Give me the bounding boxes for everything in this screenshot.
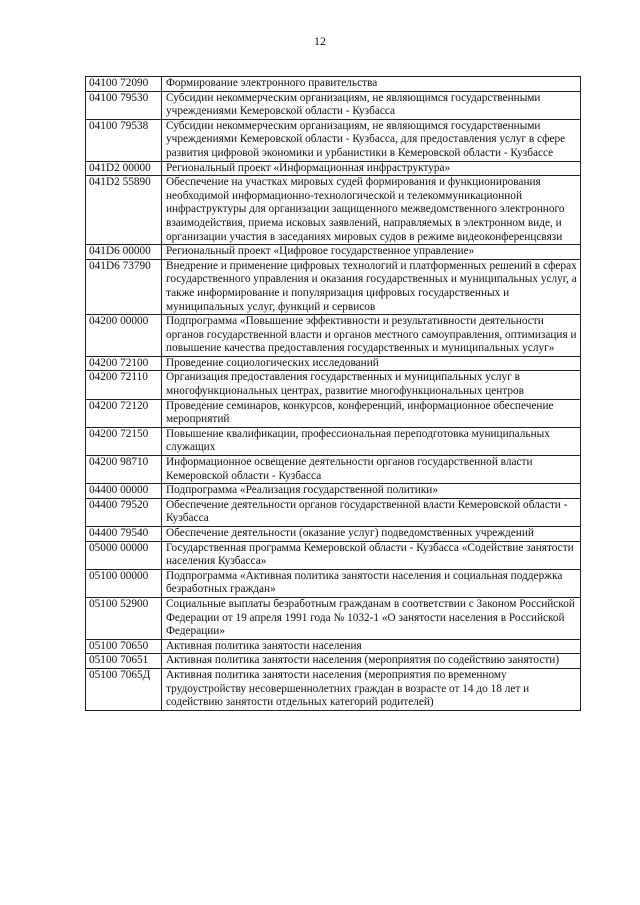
description-cell: Обеспечение на участках мировых судей формирования и функционирования необходимой информационно-технологической и телекоммуникационной инфраструктуры для организации защищенного межведомственного электронного взаимодействия, приема исковых заявлений, направляемых в электронном виде, и организации участия в заседаниях мировых судов в режиме видеоконференцсвязи	[162, 176, 581, 245]
table-row	[86, 654, 581, 669]
code-cell: 041D6 73790	[86, 259, 162, 314]
description-cell: Обеспечение деятельности органов государственной власти Кемеровской области - Кузбасса	[162, 498, 581, 526]
code-cell: 04400 79520	[86, 498, 162, 526]
code-cell: 05100 52900	[86, 597, 162, 639]
table-row	[86, 456, 581, 484]
table-row	[86, 427, 581, 455]
code-cell: 05100 7065Д	[86, 668, 162, 710]
table-row	[86, 484, 581, 499]
code-cell: 05100 00000	[86, 569, 162, 597]
description-cell: Региональный проект «Информационная инфраструктура»	[162, 161, 581, 176]
table-row	[86, 245, 581, 260]
code-cell: 04100 72090	[86, 77, 162, 92]
table-row	[86, 527, 581, 542]
table-row	[86, 597, 581, 639]
code-cell: 04200 72100	[86, 356, 162, 371]
description-cell: Активная политика занятости населения (мероприятия по временному трудоустройству несовершеннолетних граждан в возрасте от 14 до 18 лет и содействию занятости отдельных категорий родителей)	[162, 668, 581, 710]
table-row	[86, 371, 581, 399]
table-row	[86, 119, 581, 161]
description-cell: Проведение социологических исследований	[162, 356, 581, 371]
description-cell: Формирование электронного правительства	[162, 77, 581, 92]
code-cell: 04200 00000	[86, 315, 162, 357]
description-cell: Субсидии некоммерческим организациям, не являющимся государственными учреждениями Кемеровской области - Кузбасса	[162, 91, 581, 119]
table-row	[86, 259, 581, 314]
budget-codes-table	[85, 76, 581, 711]
code-cell: 04200 98710	[86, 456, 162, 484]
code-cell: 04200 72120	[86, 399, 162, 427]
description-cell: Социальные выплаты безработным гражданам в соответствии с Законом Российской Федерации от 19 апреля 1991 года № 1032-1 «О занятости населения в Российской Федерации»	[162, 597, 581, 639]
code-cell: 041D2 55890	[86, 176, 162, 245]
table-row	[86, 668, 581, 710]
table-row	[86, 77, 581, 92]
code-cell: 04400 79540	[86, 527, 162, 542]
table-row	[86, 569, 581, 597]
description-cell: Внедрение и применение цифровых технологий и платформенных решений в сферах государственного управления и оказания государственных и муниципальных услуг, а также информирование и популяризация цифровых государственных и муниципальных услуг, функций и сервисов	[162, 259, 581, 314]
table-body	[86, 77, 581, 711]
code-cell: 05100 70651	[86, 654, 162, 669]
code-cell: 05000 00000	[86, 541, 162, 569]
description-cell: Государственная программа Кемеровской области - Кузбасса «Содействие занятости населения Кузбасса»	[162, 541, 581, 569]
code-cell: 05100 70650	[86, 639, 162, 654]
description-cell: Организация предоставления государственных и муниципальных услуг в многофункциональных центрах, развитие многофункциональных центров	[162, 371, 581, 399]
description-cell: Активная политика занятости населения	[162, 639, 581, 654]
code-cell: 04100 79530	[86, 91, 162, 119]
table-row	[86, 315, 581, 357]
description-cell: Проведение семинаров, конкурсов, конференций, информационное обеспечение мероприятий	[162, 399, 581, 427]
table-row	[86, 91, 581, 119]
table-row	[86, 498, 581, 526]
table-row	[86, 541, 581, 569]
table-row	[86, 399, 581, 427]
code-cell: 04200 72110	[86, 371, 162, 399]
code-cell: 04200 72150	[86, 427, 162, 455]
description-cell: Субсидии некоммерческим организациям, не являющимся государственными учреждениями Кемеровской области - Кузбасса, для предоставления услуг в сфере развития цифровой экономики и урбанистики в Кемеровской области - Кузбассе	[162, 119, 581, 161]
description-cell: Обеспечение деятельности (оказание услуг) подведомственных учреждений	[162, 527, 581, 542]
description-cell: Подпрограмма «Реализация государственной политики»	[162, 484, 581, 499]
code-cell: 04400 00000	[86, 484, 162, 499]
description-cell: Повышение квалификации, профессиональная переподготовка муниципальных служащих	[162, 427, 581, 455]
description-cell: Подпрограмма «Активная политика занятости населения и социальная поддержка безработных граждан»	[162, 569, 581, 597]
description-cell: Региональный проект «Цифровое государственное управление»	[162, 245, 581, 260]
table-row	[86, 176, 581, 245]
page-number: 12	[314, 34, 326, 48]
description-cell: Информационное освещение деятельности органов государственной власти Кемеровской области - Кузбасса	[162, 456, 581, 484]
code-cell: 041D2 00000	[86, 161, 162, 176]
table-row	[86, 356, 581, 371]
code-cell: 041D6 00000	[86, 245, 162, 260]
description-cell: Активная политика занятости населения (мероприятия по содействию занятости)	[162, 654, 581, 669]
table-row	[86, 161, 581, 176]
description-cell: Подпрограмма «Повышение эффективности и результативности деятельности органов государственной власти и органов местного самоуправления, оптимизация и повышение качества предоставления государственных и муниципальных услуг»	[162, 315, 581, 357]
code-cell: 04100 79538	[86, 119, 162, 161]
table-row	[86, 639, 581, 654]
